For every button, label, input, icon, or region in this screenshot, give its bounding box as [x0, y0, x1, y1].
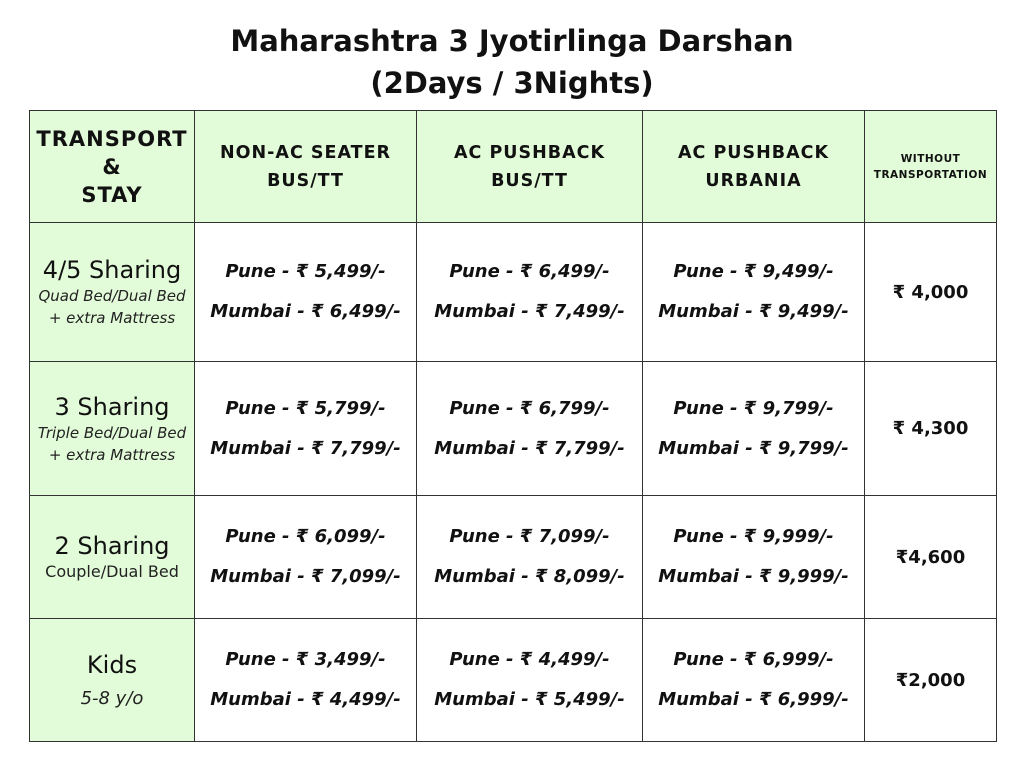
without-transport-price: ₹2,000: [895, 669, 966, 691]
row-header-2-sharing: [30, 496, 195, 619]
row-header-3-sharing: [30, 362, 195, 496]
occupancy-detail: 5-8 y/o: [80, 688, 144, 709]
mumbai-price: Mumbai - ₹ 6,999/-: [658, 689, 849, 710]
col-header-line-1: AC PUSHBACK: [677, 142, 830, 163]
title-line-1: Maharashtra 3 Jyotirlinga Darshan: [230, 24, 794, 58]
mumbai-price: Mumbai - ₹ 5,499/-: [434, 689, 625, 710]
without-transport-cell: [865, 362, 997, 496]
pune-price: Pune - ₹ 6,999/-: [673, 649, 834, 670]
pune-price: Pune - ₹ 6,099/-: [225, 526, 386, 547]
col-header-line-2: TRANSPORTATION: [873, 168, 988, 181]
price-cell: [643, 619, 865, 742]
pune-price: Pune - ₹ 6,499/-: [449, 261, 610, 282]
title-line-2: (2Days / 3Nights): [370, 66, 654, 100]
mumbai-price: Mumbai - ₹ 7,799/-: [210, 437, 401, 459]
pune-price: Pune - ₹ 7,099/-: [449, 526, 610, 547]
mumbai-price: Mumbai - ₹ 9,999/-: [658, 566, 849, 587]
pune-price: Pune - ₹ 5,499/-: [225, 261, 386, 282]
mumbai-price: Mumbai - ₹ 6,499/-: [210, 301, 401, 322]
row-header-kids: [30, 619, 195, 742]
table-row: [30, 496, 997, 619]
table-row: [30, 619, 997, 742]
pune-price: Pune - ₹ 5,799/-: [225, 397, 386, 419]
price-cell: [195, 362, 417, 496]
without-transport-price: ₹ 4,000: [892, 281, 969, 303]
page-title: [0, 20, 1024, 104]
without-transport-price: ₹ 4,300: [892, 418, 969, 439]
corner-line-2: &: [102, 154, 122, 179]
occupancy-label: 4/5 Sharing: [42, 256, 182, 284]
col-header-line-1: AC PUSHBACK: [453, 142, 606, 163]
price-cell: [643, 362, 865, 496]
table-row: [30, 223, 997, 362]
col-header-line-1: NON-AC SEATER: [219, 142, 392, 163]
corner-line-3: STAY: [81, 182, 143, 207]
price-cell: [195, 619, 417, 742]
mumbai-price: Mumbai - ₹ 9,799/-: [658, 437, 849, 459]
corner-header: [30, 111, 195, 223]
price-cell: [643, 496, 865, 619]
pricing-table: [29, 110, 997, 742]
occupancy-detail: + extra Mattress: [48, 445, 176, 464]
occupancy-label: 2 Sharing: [54, 532, 170, 560]
mumbai-price: Mumbai - ₹ 7,499/-: [434, 301, 625, 322]
price-cell: [195, 223, 417, 362]
occupancy-label: Kids: [86, 651, 138, 679]
occupancy-detail: Triple Bed/Dual Bed: [37, 423, 187, 442]
price-cell: [417, 496, 643, 619]
mumbai-price: Mumbai - ₹ 4,499/-: [210, 689, 401, 710]
without-transport-cell: [865, 496, 997, 619]
col-header-line-1: WITHOUT: [900, 152, 961, 165]
pune-price: Pune - ₹ 4,499/-: [449, 649, 610, 670]
table-row: [30, 362, 997, 496]
occupancy-label: 3 Sharing: [54, 392, 170, 421]
col-header-ac-pushback-bus: [417, 111, 643, 223]
without-transport-price: ₹4,600: [895, 546, 966, 568]
col-header-line-2: BUS/TT: [491, 170, 568, 191]
corner-line-1: TRANSPORT: [36, 126, 188, 151]
price-cell: [417, 619, 643, 742]
pune-price: Pune - ₹ 9,799/-: [673, 397, 834, 419]
without-transport-cell: [865, 223, 997, 362]
occupancy-detail: Couple/Dual Bed: [45, 562, 179, 581]
row-header-4-5-sharing: [30, 223, 195, 362]
price-cell: [417, 362, 643, 496]
occupancy-detail: + extra Mattress: [48, 309, 176, 327]
mumbai-price: Mumbai - ₹ 8,099/-: [434, 566, 625, 587]
col-header-without-transport: [865, 111, 997, 223]
header-row: [30, 111, 997, 223]
price-cell: [643, 223, 865, 362]
mumbai-price: Mumbai - ₹ 7,799/-: [434, 437, 625, 459]
pune-price: Pune - ₹ 3,499/-: [225, 649, 386, 670]
mumbai-price: Mumbai - ₹ 9,499/-: [658, 301, 849, 322]
without-transport-cell: [865, 619, 997, 742]
pune-price: Pune - ₹ 9,999/-: [673, 526, 834, 547]
occupancy-detail: Quad Bed/Dual Bed: [38, 287, 186, 305]
mumbai-price: Mumbai - ₹ 7,099/-: [210, 566, 401, 587]
price-cell: [195, 496, 417, 619]
pune-price: Pune - ₹ 6,799/-: [449, 397, 610, 419]
col-header-line-2: BUS/TT: [267, 170, 344, 191]
pune-price: Pune - ₹ 9,499/-: [673, 261, 834, 282]
price-cell: [417, 223, 643, 362]
col-header-non-ac-seater: [195, 111, 417, 223]
col-header-ac-pushback-urbania: [643, 111, 865, 223]
col-header-line-2: URBANIA: [705, 170, 802, 191]
